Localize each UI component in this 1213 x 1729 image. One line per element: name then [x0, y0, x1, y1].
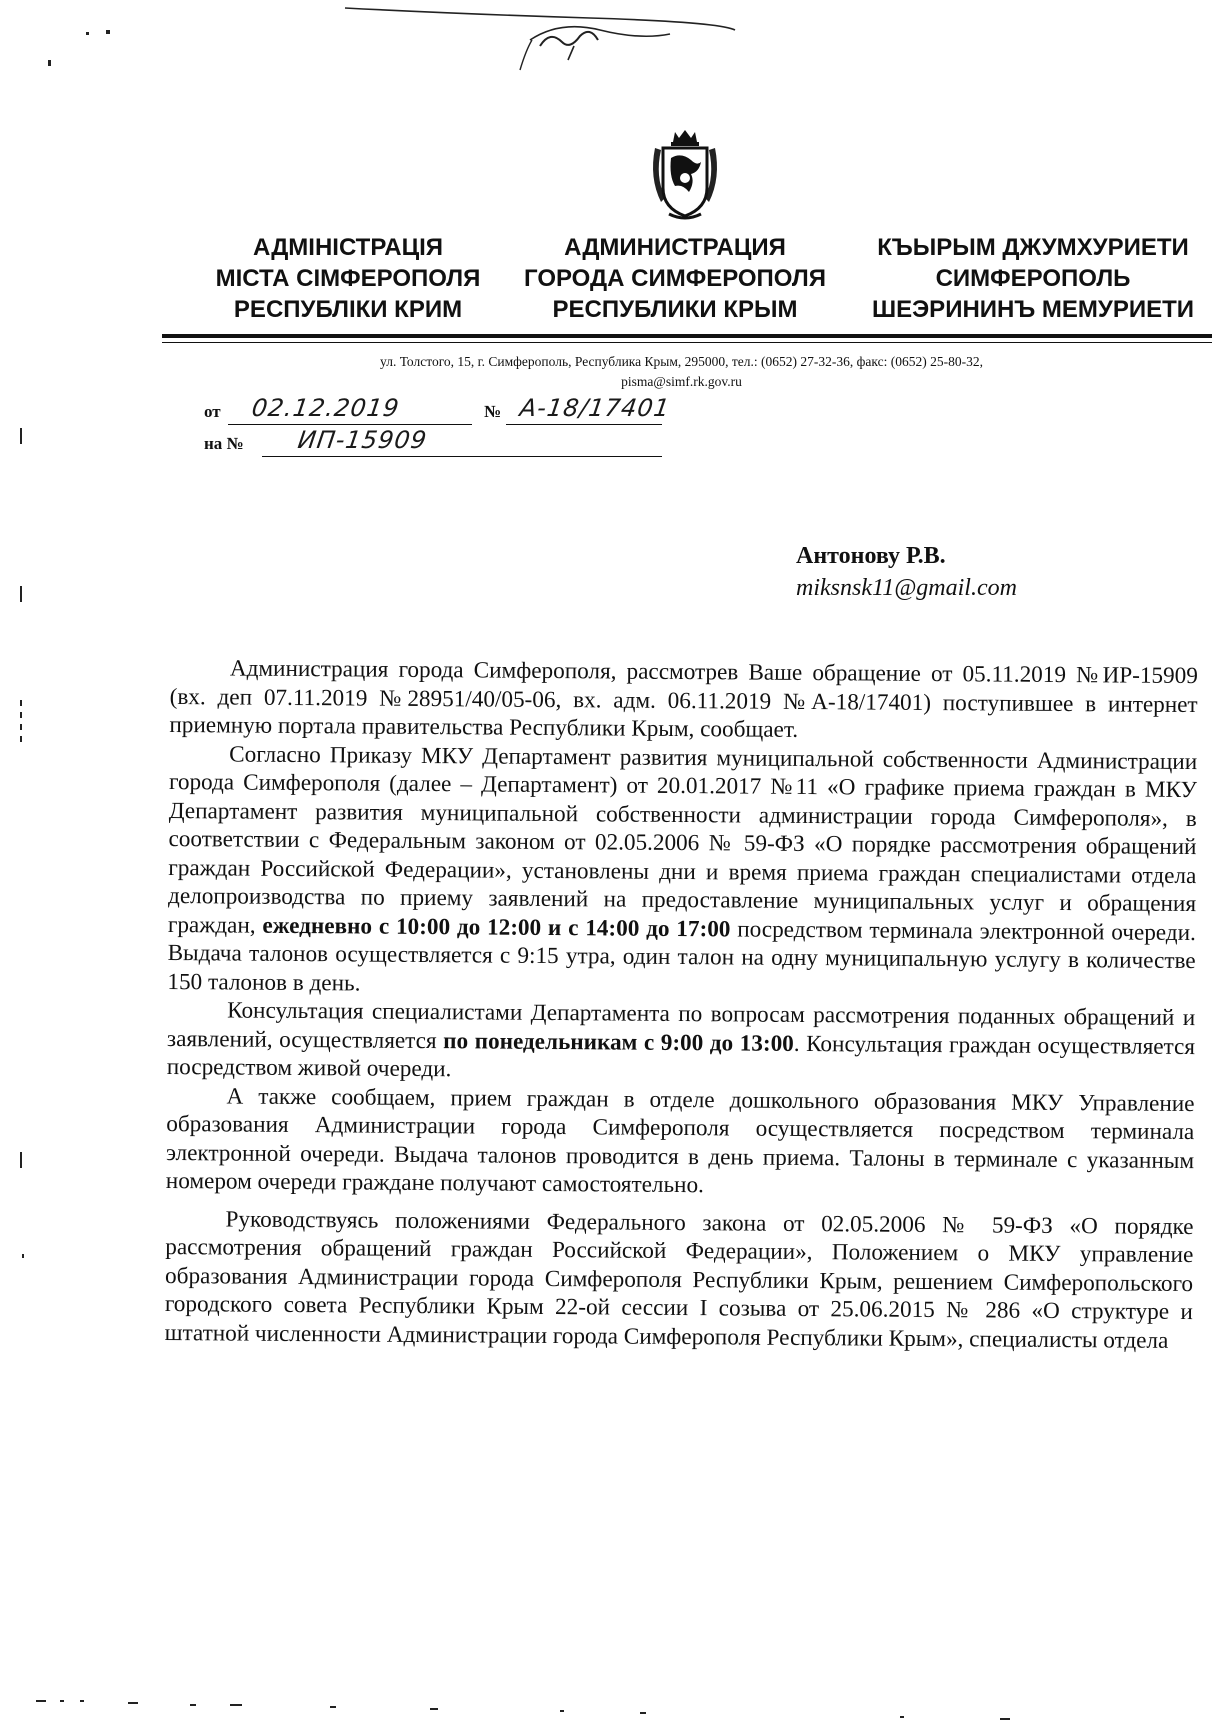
header-ua-line-1: АДМІНІСТРАЦІЯ [252, 234, 444, 261]
number-underline [506, 424, 662, 425]
recipient-email: miksnsk11@gmail.com [796, 575, 1017, 601]
header-russian [505, 232, 845, 325]
contact-details [150, 352, 1213, 392]
reference-label: на № [204, 434, 244, 453]
header-ukrainian [198, 232, 498, 325]
resolution-scribble [340, 0, 740, 90]
header-ua-line-2: МІСТА СІМФЕРОПОЛЯ [215, 265, 481, 292]
coat-of-arms-icon [645, 128, 725, 224]
header-ru-line-3: РЕСПУБЛИКИ КРЫМ [552, 296, 798, 323]
header-ua-line-3: РЕСПУБЛІКИ КРИМ [233, 296, 463, 323]
paragraph-1: Администрация города Симферополя, рассмотрев Ваше обращение от 05.11.2019 №ИР-15909 (вх. деп 07.11.2019 №28951/40/05-06, вх. адм. 06.11.2019 №А-18/17401) поступившее в интернет приемную портала правительства Республики Крым, сообщает. [169, 655, 1198, 743]
paragraph-3-text-a: Консультация специалистами Департамента по вопросам рассмотрения поданных обращений и заявлений, осуществляется [166, 997, 1196, 1054]
paragraph-3-text-b: . Консультация граждан осуществляется посредством живой очереди. [166, 1030, 1196, 1083]
number-label: № [484, 402, 502, 421]
number-value: А-18/17401 [518, 394, 673, 422]
header-ct-line-1: КЪЫРЫМ ДЖУМХУРИЕТИ [877, 234, 1189, 261]
contact-address-line: ул. Толстого, 15, г. Симферополь, Республика Крым, 295000, тел.: (0652) 27-32-36, факс: (0652) 25-80-32, [380, 354, 983, 369]
date-value: 02.12.2019 [250, 394, 402, 422]
paragraph-2-text-b: посредством терминала электронной очереди. Выдача талонов осуществляется с 9:15 утра, один талон на одну муниципальную услугу в количестве 150 талонов в день. [167, 915, 1196, 997]
header-divider-thin [162, 342, 1212, 343]
letter-body [165, 654, 1198, 1355]
header-ct-line-2: СИМФЕРОПОЛЬ [935, 265, 1131, 292]
paragraph-3 [167, 996, 1196, 1090]
header-crimean-tatar [858, 232, 1208, 325]
recipient-block [796, 540, 1017, 604]
reference-underline [262, 456, 662, 457]
reference-value: ИП-15909 [296, 426, 429, 454]
contact-email-line: pisma@simf.rk.gov.ru [621, 374, 742, 389]
header-divider-thick [162, 334, 1212, 338]
paragraph-5: Руководствуясь положениями Федерального закона от 02.05.2006 № 59-ФЗ «О порядке рассмотрения обращений граждан Российской Федерации», Положением о МКУ управление образования Администрации города Симферополя Республики Крым, решением Симферопольского городского совета Республики Крым 22-ой сессии I созыва от 25.06.2015 № 286 «О структуре и штатной численности Администрации города Симферополя Республики Крым», специалисты отдела [164, 1205, 1194, 1354]
recipient-name: Антонову Р.В. [796, 543, 946, 569]
paragraph-3-bold: по понедельникам с 9:00 до 13:00 [443, 1027, 794, 1057]
paragraph-2-text-a: Согласно Приказу МКУ Департамент развития муниципальной собственности Администрации города Симферополя (далее – Департамент) от 20.01.2017 №11 «О графике приема граждан в МКУ Департамент развития муниципальной собственности администрации города Симферополя», в соответствии с Федеральным законом от 02.05.2006 № 59-ФЗ «О порядке рассмотрения обращений граждан Российской Федерации», установлены дни и время приема граждан специалистами отдела делопроизводства по приему заявлений на предоставление муниципальных услуг и обращения граждан, [167, 740, 1198, 939]
header-ru-line-1: АДМИНИСТРАЦИЯ [564, 234, 786, 261]
header-ct-line-3: ШЕЭРИНИНЪ МЕМУРИЕТИ [871, 296, 1194, 323]
paragraph-4: А также сообщаем, прием граждан в отделе дошкольного образования МКУ Управление образования Администрации города Симферополя осуществляется посредством терминала электронной очереди. Выдача талонов проводится в день приема. Талоны в терминале с указанным номером очереди граждане получают самостоятельно. [165, 1082, 1195, 1199]
date-underline [228, 424, 472, 425]
paragraph-2-bold: ежедневно с 10:00 до 12:00 и с 14:00 до 17:00 [262, 912, 731, 942]
date-label: от [204, 402, 221, 421]
header-ru-line-2: ГОРОДА СИМФЕРОПОЛЯ [524, 265, 826, 292]
paragraph-2 [167, 739, 1197, 1004]
